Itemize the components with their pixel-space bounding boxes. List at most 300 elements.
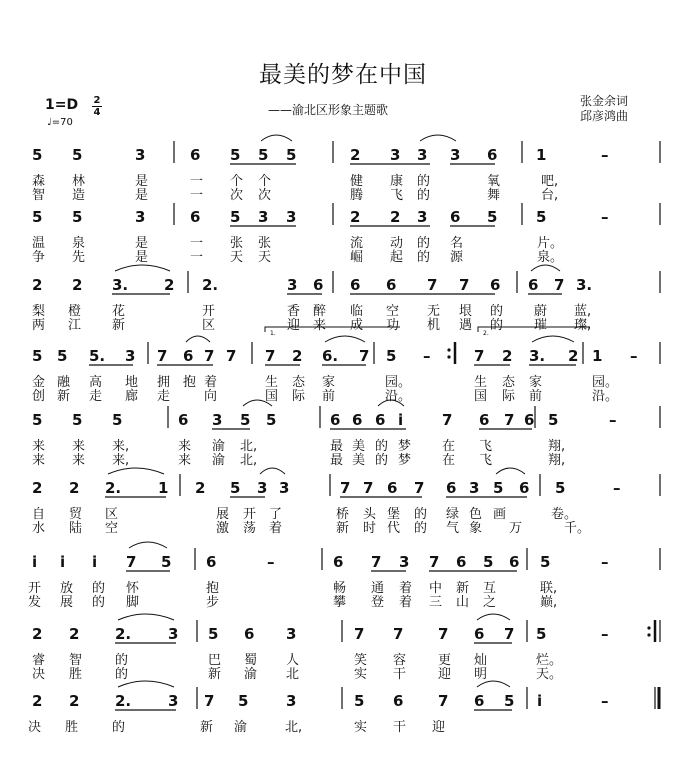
note: 3 [258,208,269,226]
note: 7 [438,625,449,643]
note: 6 [487,146,498,164]
note: 3 [135,208,146,226]
lyric-syllable: 天 [258,250,272,265]
lyricist-credit: 张金余词 [580,94,629,108]
note: i [537,692,543,710]
lyric-syllable: 空 [386,304,400,319]
note: 5. [89,347,106,365]
lyric-syllable: 融 [57,375,71,390]
lyric-syllable: 新 [456,581,470,596]
lyric-syllable: 画 [493,507,507,522]
lyric-syllable: 来 [72,439,86,454]
lyric-syllable: 泉 [72,236,86,251]
lyric-syllable: 着 [399,581,413,596]
lyric-syllable: 蜀 [244,653,258,668]
lyric-syllable: 灿 [474,653,488,668]
note: 7 [157,347,168,365]
note: i [32,553,38,571]
note: 1 [536,146,547,164]
note: 6 [352,411,363,429]
volta-number: 1. [270,330,276,337]
note: 7 [504,411,515,429]
note: 6 [190,208,201,226]
lyric-syllable: 北, [240,453,258,468]
note: 7 [414,479,425,497]
lyric-syllable: 两 [32,318,46,333]
tie-slur [115,265,170,271]
note: 2 [164,276,175,294]
lyric-syllable: 渝 [244,667,258,682]
lyric-syllable: 步 [206,595,220,610]
note: 7 [442,411,453,429]
note: 5 [555,479,566,497]
note: 5 [72,146,83,164]
note: – [613,479,621,497]
lyric-syllable: 态 [502,375,516,390]
lyric-syllable: 橙 [68,304,82,319]
lyric-syllable: 决 [32,667,46,682]
lyric-syllable: 着 [204,375,218,390]
note: 3 [212,411,223,429]
lyric-syllable: 开 [202,304,216,319]
lyric-syllable: 态 [292,375,306,390]
lyric-syllable: 天 [230,250,244,265]
lyric-syllable: 际 [292,389,306,404]
lyric-syllable: 万 [509,521,523,536]
note: 3 [286,208,297,226]
lyric-syllable: 飞 [479,439,493,454]
lyric-syllable: 无 [427,304,441,319]
lyric-syllable: 崛 [350,250,364,265]
lyric-syllable: 渝 [212,453,226,468]
lyric-syllable: 国 [474,389,488,404]
time-signature-top: 2 [93,95,101,106]
note: 5 [32,347,43,365]
lyric-syllable: 飞 [390,188,404,203]
tempo-marking: ♩=70 [47,117,73,128]
note: 6 [178,411,189,429]
lyric-syllable: 堡 [387,507,401,522]
lyric-syllable: 机 [427,318,441,333]
note: 5 [266,411,277,429]
note: 7 [554,276,565,294]
lyric-syllable: 名 [450,236,464,251]
lyric-syllable: 是 [135,188,149,203]
lyric-syllable: 象 [469,521,483,536]
lyric-syllable: 国 [265,389,279,404]
lyric-syllable: 走 [89,389,103,404]
note: – [423,347,431,365]
tie-slur [496,468,525,474]
lyric-syllable: 中 [429,581,443,596]
note: 5 [258,146,269,164]
note: 5 [354,692,365,710]
lyric-syllable: 最 [330,439,344,454]
note: 1 [592,347,603,365]
note: 6 [474,625,485,643]
lyric-syllable: 林 [72,174,86,189]
lyric-syllable: 畅 [333,581,347,596]
note: 6 [509,553,520,571]
lyric-syllable: 抱 [206,581,220,596]
lyric-syllable: 天。 [536,667,563,682]
lyric-syllable: 美 [352,453,366,468]
note: 7 [126,553,137,571]
lyric-syllable: 容 [393,653,407,668]
note: 2. [105,479,122,497]
note: 7 [340,479,351,497]
note: 6 [528,276,539,294]
lyric-syllable: 互 [483,581,497,596]
lyric-syllable: 自 [32,507,46,522]
lyric-syllable: 梦 [398,453,412,468]
note: 6 [183,347,194,365]
note: 3 [417,208,428,226]
lyric-syllable: 际 [502,389,516,404]
lyric-syllable: 地 [125,375,139,390]
note: 2 [568,347,579,365]
lyric-syllable: 开 [243,507,257,522]
lyric-syllable: 的 [115,653,129,668]
lyric-syllable: 次 [258,188,272,203]
note: 6 [387,479,398,497]
lyric-syllable: 千。 [564,521,591,536]
lyric-syllable: 拥 [157,375,171,390]
note: 6 [490,276,501,294]
lyric-syllable: 北, [285,720,303,735]
note: 5 [286,146,297,164]
lyric-syllable: 渝 [212,439,226,454]
lyric-syllable: 在 [442,439,456,454]
lyric-syllable: 健 [350,174,364,189]
lyric-syllable: 决 [28,720,42,735]
lyric-syllable: 一 [190,236,204,251]
note: 6 [524,411,535,429]
lyric-syllable: 的 [375,439,389,454]
lyric-syllable: 吧, [541,174,559,189]
lyric-syllable: 更 [438,653,452,668]
lyric-syllable: 之 [483,595,497,610]
lyric-syllable: 干 [393,720,407,735]
lyric-syllable: 森 [32,174,46,189]
composer-credit: 邱彦鸿曲 [580,109,629,123]
note: 3 [168,692,179,710]
lyric-syllable: 实 [354,667,368,682]
lyric-syllable: 来 [32,453,46,468]
lyric-syllable: 是 [135,250,149,265]
lyric-syllable: 展 [216,507,230,522]
lyric-syllable: 头 [363,507,377,522]
lyric-syllable: 垠 [459,304,473,319]
note: 5 [483,553,494,571]
note: 5 [72,411,83,429]
note: 6 [446,479,457,497]
note: 5 [536,208,547,226]
lyric-syllable: 色 [469,507,483,522]
note: 2. [202,276,219,294]
lyric-syllable: 来, [112,439,130,454]
note: 6 [350,276,361,294]
lyric-syllable: 来 [178,453,192,468]
lyric-syllable: 园。 [385,375,412,390]
note: – [601,146,609,164]
note: 5 [32,146,43,164]
lyric-syllable: 的 [414,521,428,536]
lyric-syllable: 了 [269,507,283,522]
lyric-syllable: 翔, [548,439,566,454]
note: – [630,347,638,365]
lyric-syllable: 脚 [126,595,140,610]
note: 5 [548,411,559,429]
lyric-syllable: 的 [417,250,431,265]
lyric-syllable: 的 [115,667,129,682]
lyric-syllable: 争 [32,250,46,265]
tie-slur [261,135,292,141]
note: 3 [135,146,146,164]
lyric-syllable: 睿 [32,653,46,668]
lyric-syllable: 次 [230,188,244,203]
note: 7 [363,479,374,497]
note: 5 [57,347,68,365]
note: 5 [386,347,397,365]
lyric-syllable: 江 [68,318,82,333]
lyric-syllable: 迎 [438,667,452,682]
note: 5 [230,146,241,164]
note: 3 [286,692,297,710]
lyric-syllable: 走 [157,389,171,404]
note: 2 [195,479,206,497]
time-signature-bottom: 4 [93,107,101,118]
volta-bracket [265,327,400,332]
lyric-syllable: 来 [72,453,86,468]
note: 6 [333,553,344,571]
lyric-syllable: 展 [60,595,74,610]
lyric-syllable: 时 [363,521,377,536]
note: 6 [375,411,386,429]
lyric-syllable: 人 [286,653,300,668]
note: 2 [72,276,83,294]
note: 6 [474,692,485,710]
note: 2 [69,479,80,497]
lyric-syllable: 迎 [287,318,301,333]
lyric-syllable: 的 [375,453,389,468]
lyric-syllable: 向 [204,389,218,404]
lyric-syllable: 怀 [126,581,140,596]
lyric-syllable: 个 [230,174,244,189]
note: 5 [487,208,498,226]
lyric-syllable: 的 [112,720,126,735]
lyric-syllable: 代 [387,521,401,536]
lyric-syllable: 一 [190,188,204,203]
note: 6 [393,692,404,710]
note: 6. [322,347,339,365]
note: 2 [292,347,303,365]
lyric-syllable: 花 [112,304,126,319]
lyric-syllable: 笑 [354,653,368,668]
lyric-syllable: 三 [429,595,443,610]
note: 7 [359,347,370,365]
lyric-syllable: 醉 [313,304,327,319]
note: 5 [32,411,43,429]
note: 6 [244,625,255,643]
note: 2 [69,692,80,710]
lyric-syllable: 起 [390,250,404,265]
note: 3. [529,347,546,365]
lyric-syllable: 来 [32,439,46,454]
note: 6 [450,208,461,226]
tie-slur [325,336,365,342]
lyric-syllable: 干 [393,667,407,682]
lyric-syllable: 遇 [459,318,473,333]
note: – [609,411,617,429]
lyric-syllable: 康 [390,174,404,189]
note: i [398,411,404,429]
note: i [92,553,98,571]
lyric-syllable: 是 [135,174,149,189]
lyric-syllable: 攀 [333,595,347,610]
lyric-syllable: 璨, [574,318,592,333]
lyric-syllable: 前 [322,389,336,404]
repeat-dot [647,626,650,629]
lyric-syllable: 先 [72,250,86,265]
note: 3 [450,146,461,164]
lyric-syllable: 新 [336,521,350,536]
lyric-syllable: 高 [89,375,103,390]
lyric-syllable: 空 [105,521,119,536]
lyric-syllable: 发 [28,595,42,610]
tie-slur [118,614,174,620]
note: – [601,208,609,226]
lyric-syllable: 一 [190,250,204,265]
note: 2 [32,479,43,497]
note: 7 [474,347,485,365]
lyric-syllable: 的 [417,174,431,189]
note: 5 [230,479,241,497]
lyric-syllable: 璀 [534,318,548,333]
lyric-syllable: 氧 [487,174,501,189]
lyric-syllable: 片。 [537,236,564,251]
note: 7 [204,347,215,365]
lyric-syllable: 生 [265,375,279,390]
note: 2 [32,625,43,643]
tie-slur [420,135,456,141]
note: 6 [206,553,217,571]
lyric-syllable: 园。 [592,375,619,390]
note: 2 [502,347,513,365]
note: 6 [313,276,324,294]
lyric-syllable: 一 [190,174,204,189]
note: 7 [226,347,237,365]
note: 5 [536,625,547,643]
note: 7 [204,692,215,710]
note: 3. [112,276,129,294]
lyric-syllable: 新 [57,389,71,404]
lyric-syllable: 前 [529,389,543,404]
note: 5 [32,208,43,226]
song-subtitle: ——渝北区形象主题歌 [268,103,389,117]
note: 7 [459,276,470,294]
lyric-syllable: 沿。 [592,389,619,404]
lyric-syllable: 新 [112,318,126,333]
lyric-syllable: 登 [371,595,385,610]
lyric-syllable: 新 [200,720,214,735]
repeat-dot [647,633,650,636]
lyric-syllable: 沿。 [385,389,412,404]
lyric-syllable: 水 [32,521,46,536]
lyric-syllable: 激 [216,521,230,536]
note: 6 [479,411,490,429]
note: 5 [240,411,251,429]
lyric-syllable: 临 [350,304,364,319]
lyric-syllable: 在 [442,453,456,468]
lyric-syllable: 智 [32,188,46,203]
lyric-syllable: 廊 [125,389,139,404]
lyric-syllable: 渝 [234,720,248,735]
note: 2 [350,146,361,164]
note: – [601,625,609,643]
lyric-syllable: 的 [417,188,431,203]
song-title: 最美的梦在中国 [259,62,427,88]
repeat-dot [447,348,450,351]
note: – [601,553,609,571]
repeat-dot [447,355,450,358]
lyric-syllable: 桥 [336,507,350,522]
lyric-syllable: 巅, [540,595,558,610]
note: 5 [208,625,219,643]
tie-slur [532,336,574,342]
lyric-syllable: 金 [32,375,46,390]
note: 3 [125,347,136,365]
note: 3 [286,625,297,643]
note: 7 [504,625,515,643]
note: 6 [330,411,341,429]
lyric-syllable: 梦 [398,439,412,454]
note: 5 [112,411,123,429]
note: 3 [469,479,480,497]
lyric-syllable: 陆 [69,521,83,536]
tie-slur [531,265,560,271]
note: 3 [390,146,401,164]
note: 7 [427,276,438,294]
note: 3 [168,625,179,643]
tie-slur [260,468,285,474]
lyric-syllable: 蓝, [574,304,592,319]
note: 2 [32,692,43,710]
note: 5 [540,553,551,571]
lyric-syllable: 联, [540,581,558,596]
note: 5 [238,692,249,710]
lyric-syllable: 来 [313,318,327,333]
lyric-syllable: 实 [354,720,368,735]
lyric-syllable: 山 [456,595,470,610]
lyric-syllable: 泉。 [537,250,564,265]
note: 6 [519,479,530,497]
lyric-syllable: 新 [208,667,222,682]
lyric-syllable: 最 [330,453,344,468]
lyric-syllable: 通 [371,581,385,596]
lyric-syllable: 蔚 [534,304,548,319]
lyric-syllable: 的 [414,507,428,522]
note: 6 [456,553,467,571]
note: 7 [354,625,365,643]
lyric-syllable: 个 [258,174,272,189]
note: – [601,692,609,710]
lyric-syllable: 巴 [208,653,222,668]
lyric-syllable: 美 [352,439,366,454]
lyric-syllable: 的 [417,236,431,251]
tie-slur [108,468,164,474]
note: 1 [158,479,169,497]
